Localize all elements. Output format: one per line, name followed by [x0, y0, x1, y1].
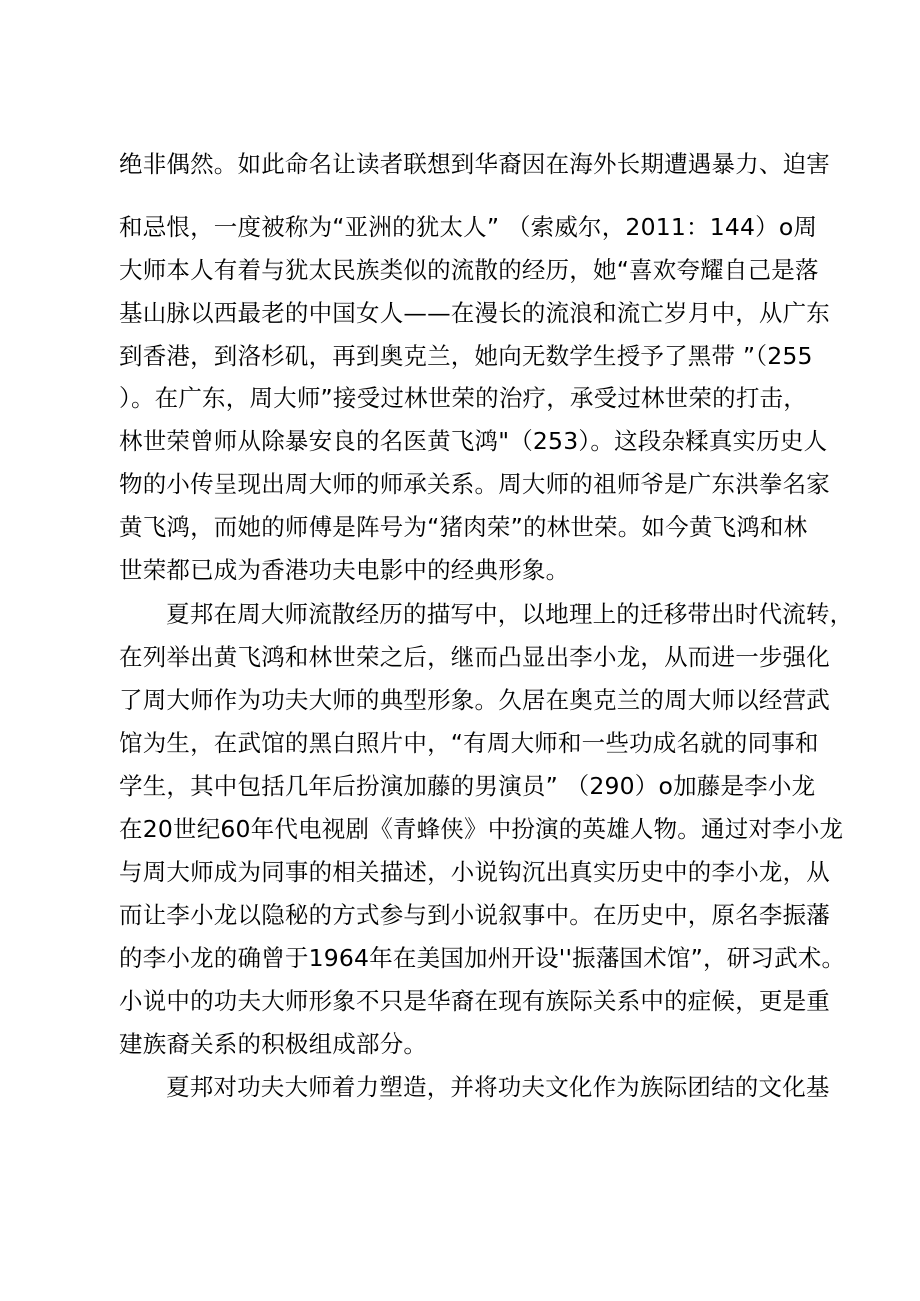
- text-line: 到香港，到洛杉矶，再到奥克兰，她向无数学生授予了黑带 ”（255: [119, 342, 813, 370]
- text-line: 夏邦对功夫大师着力塑造，并将功夫文化作为族际团结的文化基: [166, 1073, 830, 1101]
- text-line: 基山脉以西最老的中国女人——在漫长的流浪和流亡岁月中，从广东: [119, 299, 830, 327]
- text-line: 馆为生，在武馆的黑白照片中，“有周大师和一些功成名就的同事和: [119, 729, 819, 757]
- text-line: 了周大师作为功夫大师的典型形象。久居在奥克兰的周大师以经营武: [119, 686, 830, 714]
- text-line: 而让李小龙以隐秘的方式参与到小说叙事中。在历史中，原名李振藩: [119, 901, 830, 929]
- text-line: 绝非偶然。如此命名让读者联想到华裔因在海外长期遭遇暴力、迫害: [119, 150, 830, 178]
- text-line: 黄飞鸿，而她的师傅是阵号为“猪肉荣”的林世荣。如今黄飞鸿和林: [119, 513, 808, 541]
- text-line: 物的小传呈现出周大师的师承关系。周大师的祖师爷是广东洪拳名家: [119, 470, 830, 498]
- text-line: 学生，其中包括几年后扮演加藤的男演员” （290）o加藤是李小龙: [119, 772, 816, 800]
- text-line: 在列举出黄飞鸿和林世荣之后，继而凸显出李小龙，从而进一步强化: [119, 643, 830, 671]
- text-line: 林世荣曾师从除暴安良的名医黄飞鸿"（253）。这段杂糅真实历史人: [119, 427, 828, 455]
- text-line: 小说中的功夫大师形象不只是华裔在现有族际关系中的症候，更是重: [119, 987, 830, 1015]
- text-line: 和忌恨，一度被称为“亚洲的犹太人” （索威尔，2011：144）o周: [119, 213, 818, 241]
- text-line: ）。在广东，周大师”接受过林世荣的治疗，承受过林世荣的打击，: [119, 384, 807, 412]
- text-line: 大师本人有着与犹太民族类似的流散的经历，她“喜欢夸耀自己是落: [119, 256, 819, 284]
- text-line: 与周大师成为同事的相关描述，小说钩沉出真实历史中的李小龙，从: [119, 858, 830, 886]
- text-line: 建族裔关系的积极组成部分。: [119, 1030, 428, 1058]
- text-line: 的李小龙的确曾于1964年在美国加州开设''振藩国术馆”，研习武术。: [119, 944, 846, 972]
- text-line: 在20世纪60年代电视剧《青蜂侠》中扮演的英雄人物。通过对李小龙: [119, 815, 844, 843]
- text-line: 世荣都已成为香港功夫电影中的经典形象。: [119, 556, 570, 584]
- text-line: 夏邦在周大师流散经历的描写中，以地理上的迁移带出时代流转，: [166, 600, 854, 628]
